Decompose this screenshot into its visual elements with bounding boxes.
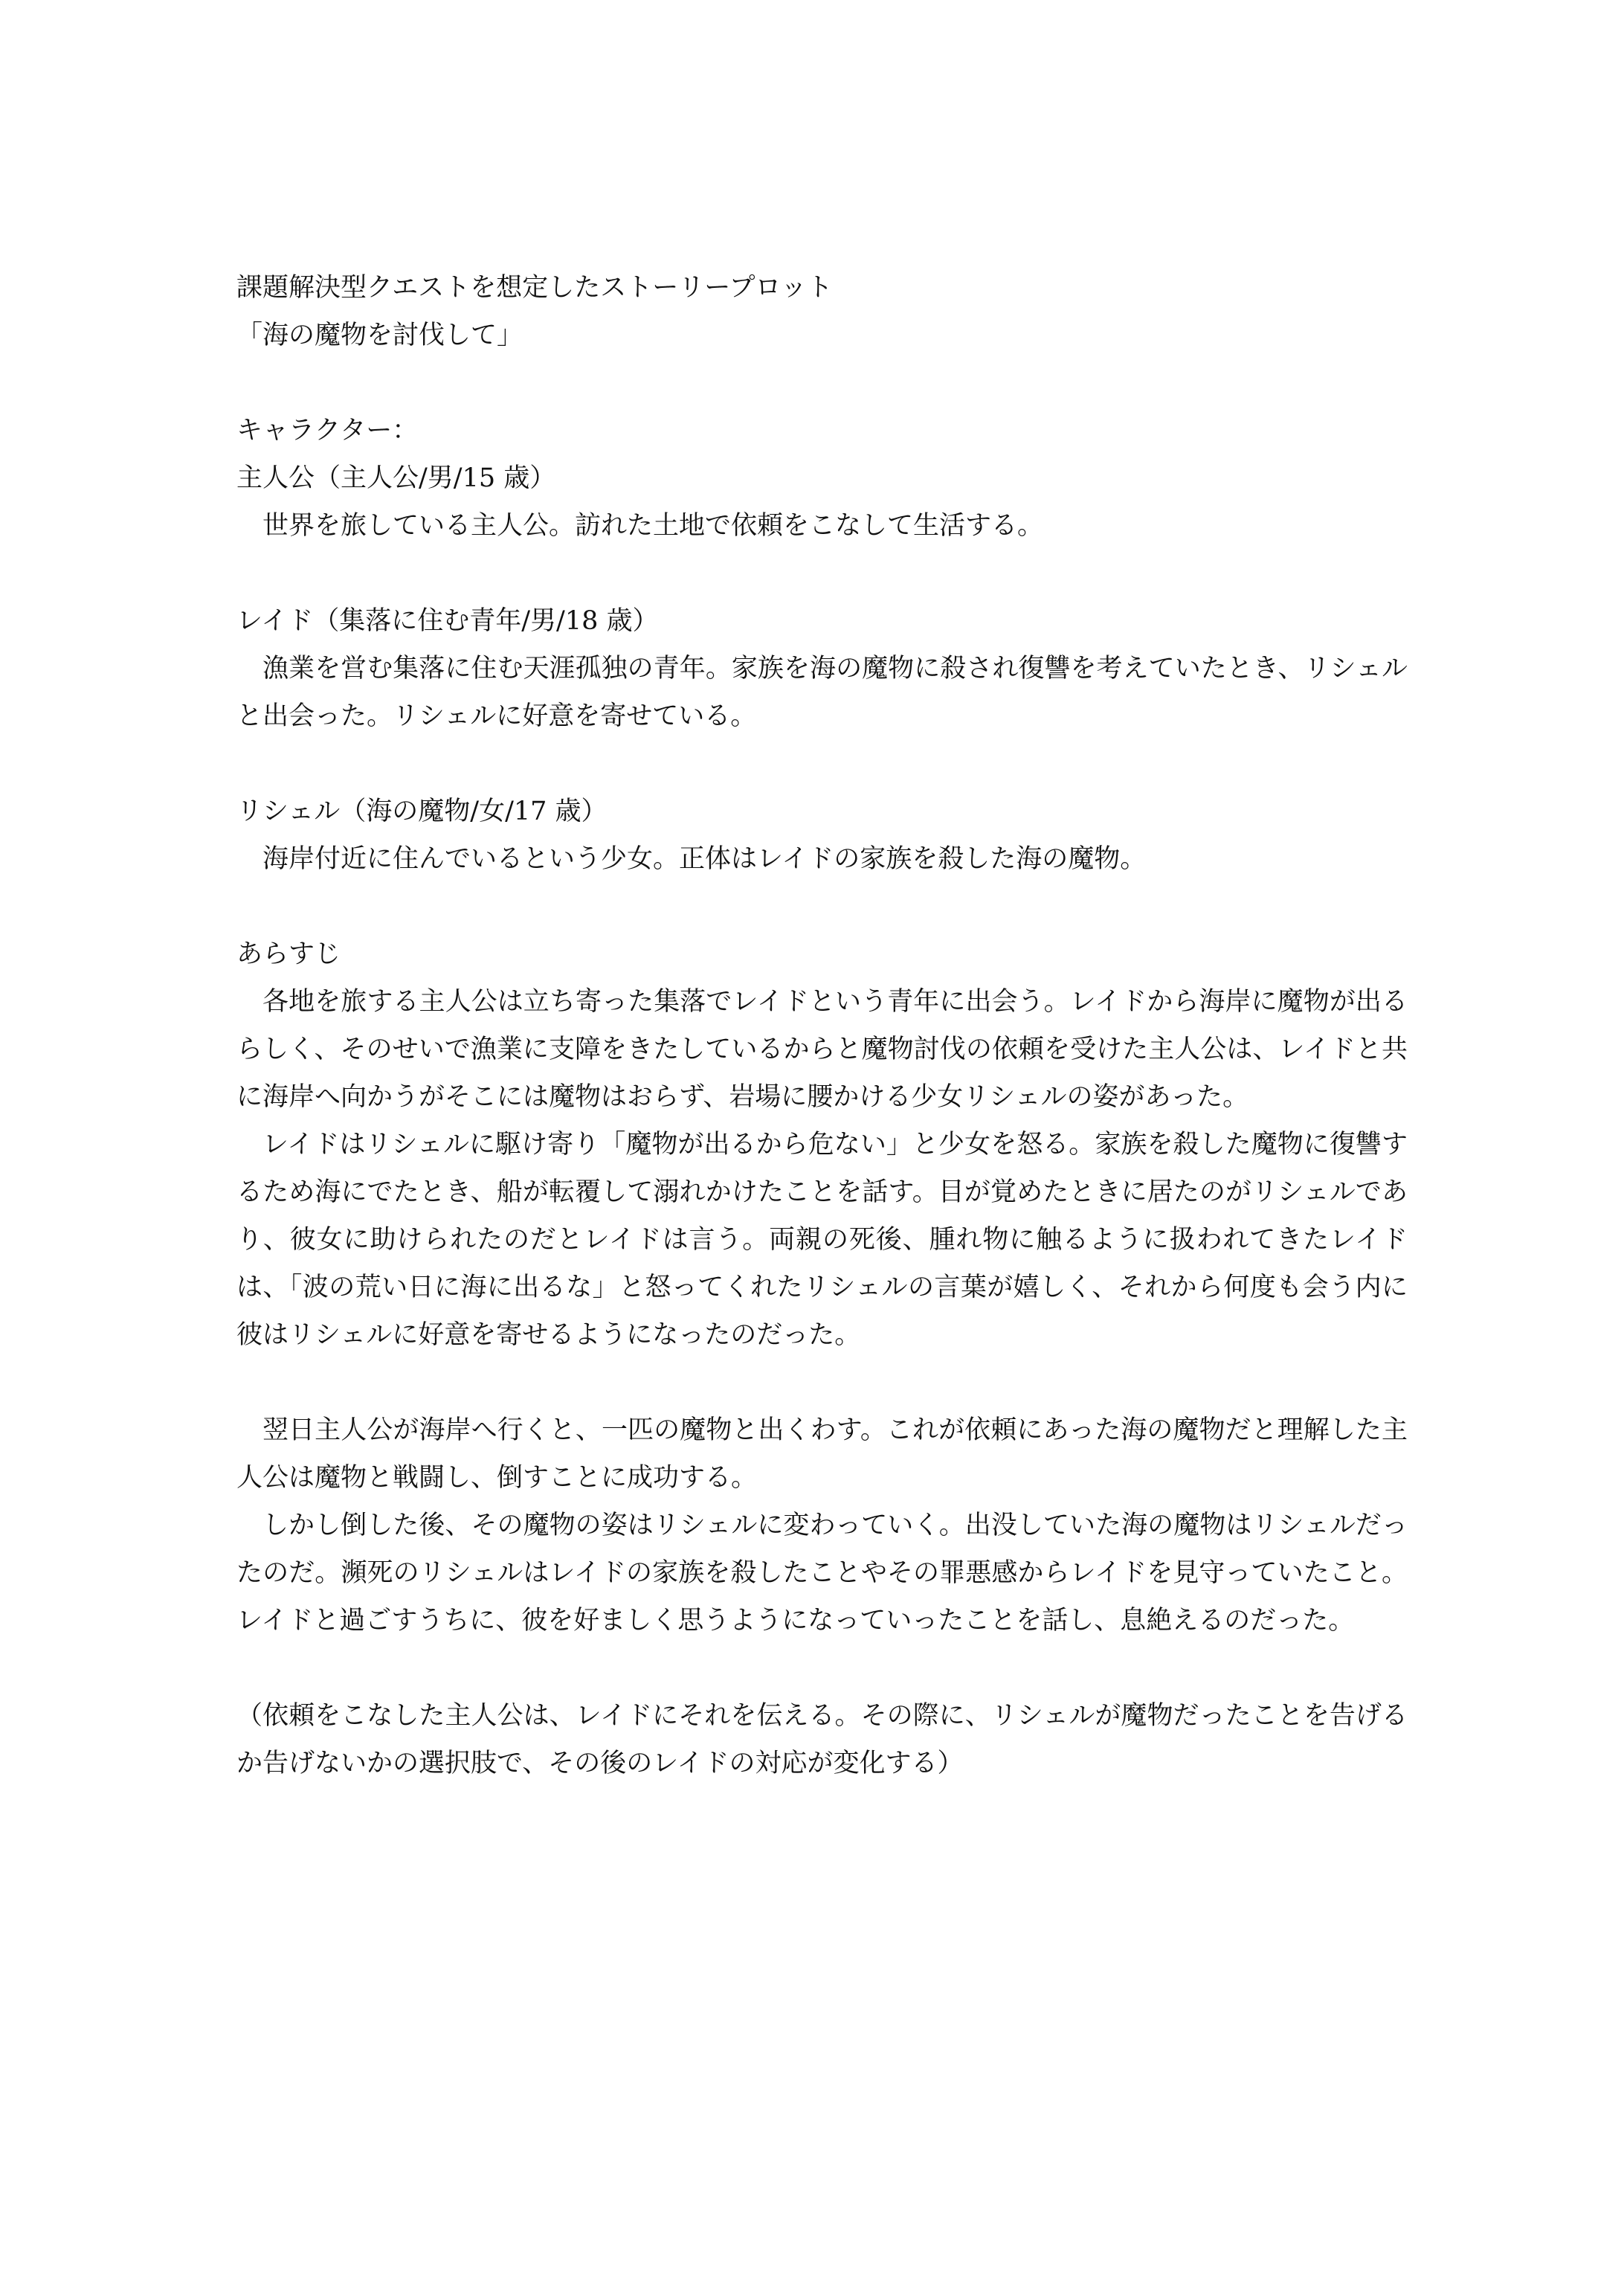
characters-heading: キャラクター： — [236, 416, 419, 446]
synopsis-paragraph: 各地を旅する主人公は立ち寄った集落でレイドという青年に出会う。レイドから海岸に魔物が出るらしく、そのせいで漁業に支障をきたしているからと魔物討伐の依頼を受けた主人公は、レイドと共に海岸へ向かうがそこには魔物はおらず、岩場に腰かける少女リシェルの姿があった。 — [236, 987, 1408, 1112]
choice-note: （依頼をこなした主人公は、レイドにそれを伝える。その際に、リシェルが魔物だったことを告げるか告げないかの選択肢で、その後のレイドの対応が変化する） — [236, 1701, 1408, 1778]
character-description: 海岸付近に住んでいるという少女。正体はレイドの家族を殺した海の魔物。 — [262, 844, 1147, 874]
spacer — [236, 883, 1408, 930]
document-title: 課題解決型クエストを想定したストーリープロット — [236, 273, 833, 303]
spacer — [236, 359, 1408, 407]
character-description: 世界を旅している主人公。訪れた土地で依頼をこなして生活する。 — [262, 511, 1044, 541]
spacer — [236, 1644, 1408, 1692]
spacer — [236, 550, 1408, 597]
spacer — [236, 1359, 1408, 1406]
synopsis-paragraph: 翌日主人公が海岸へ行くと、一匹の魔物と出くわす。これが依頼にあった海の魔物だと理解した主人公は魔物と戦闘し、倒すことに成功する。 — [236, 1415, 1408, 1493]
synopsis-paragraph: レイドはリシェルに駆け寄り「魔物が出るから危ない」と少女を怒る。家族を殺した魔物に復讐するため海にでたとき、船が転覆して溺れかけたことを話す。目が覚めたときに居たのがリシェルであり、彼女に助けられたのだとレイドは言う。両親の死後、腫れ物に触るように扱われてきたレイドは、「波の荒い日に海に出るな」と怒ってくれたリシェルの言葉が嬉しく、それから何度も会う内に彼はリシェルに好意を寄せるようになったのだった。 — [236, 1130, 1408, 1350]
synopsis-paragraph: しかし倒した後、その魔物の姿はリシェルに変わっていく。出没していた海の魔物はリシェルだったのだ。瀕死のリシェルはレイドの家族を殺したことやその罪悪感からレイドを見守っていたこと。レイドと過ごすうちに、彼を好ましく思うようになっていったことを話し、息絶えるのだった。 — [236, 1511, 1408, 1636]
synopsis-heading: あらすじ — [236, 939, 341, 969]
character-name: 主人公（主人公/男/15 歳） — [236, 463, 556, 493]
character-name: レイド（集落に住む青年/男/18 歳） — [236, 606, 659, 636]
spacer — [236, 740, 1408, 788]
character-name: リシェル（海の魔物/女/17 歳） — [236, 797, 608, 826]
document-subtitle: 「海の魔物を討伐して」 — [236, 321, 523, 350]
document-page — [236, 264, 1408, 1787]
character-description: 漁業を営む集落に住む天涯孤独の青年。家族を海の魔物に殺され復讐を考えていたとき、リシェルと出会った。リシェルに好意を寄せている。 — [236, 654, 1408, 731]
